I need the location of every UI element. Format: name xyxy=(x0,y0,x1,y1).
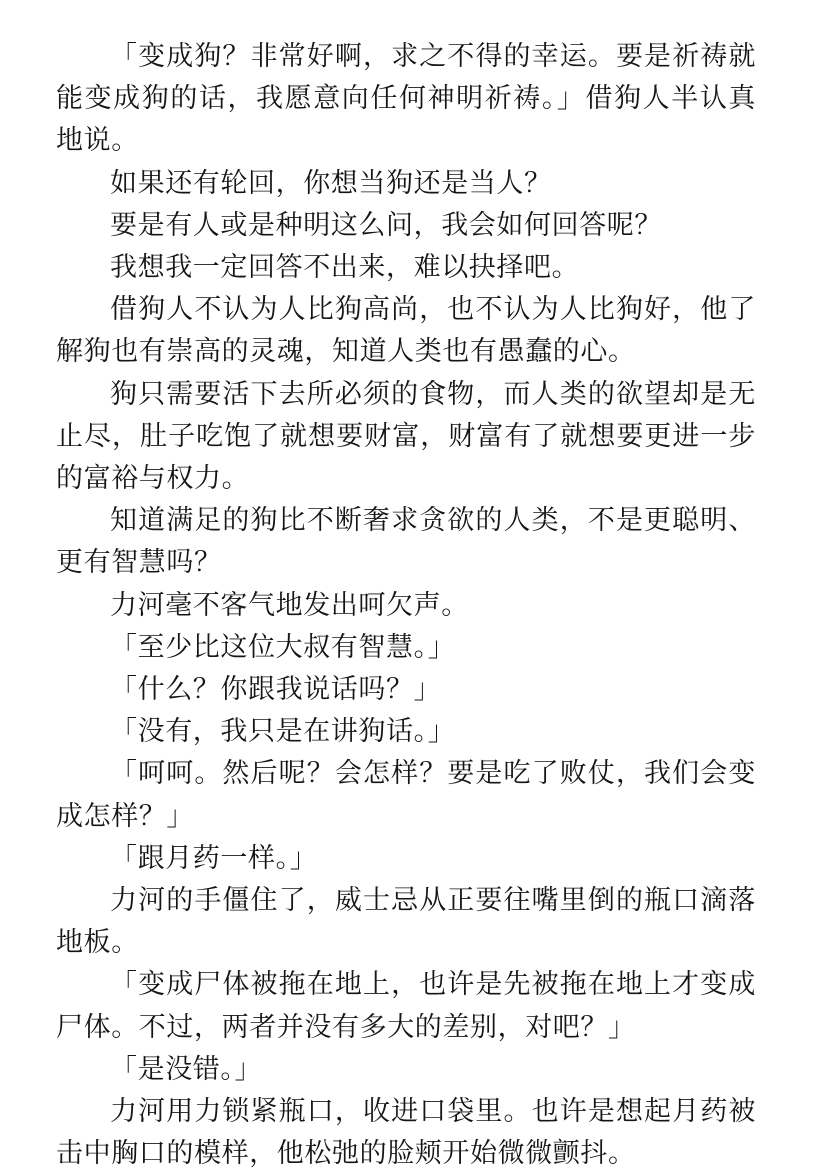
dialogue-line: 「变成尸体被拖在地上，也许是先被拖在地上才变成尸体。不过，两者并没有多大的差别，对吧？」 xyxy=(56,969,756,1043)
paragraph: 狗只需要活下去所必须的食物，而人类的欲望却是无止尽，肚子吃饱了就想要财富，财富有了就想要更进一步的富裕与权力。 xyxy=(56,378,756,495)
dialogue-line: 「没有，我只是在讲狗话。」 xyxy=(110,716,456,748)
paragraph: 知道满足的狗比不断奢求贪欲的人类，不是更聪明、更有智慧吗？ xyxy=(56,505,756,579)
paragraph: 力河毫不客气地发出呵欠声。 xyxy=(110,589,469,621)
paragraph: 借狗人不认为人比狗高尚，也不认为人比狗好，他了解狗也有崇高的灵魂，知道人类也有愚蠢的心。 xyxy=(56,294,756,368)
paragraph: 「变成狗？非常好啊，求之不得的幸运。要是祈祷就能变成狗的话，我愿意向任何神明祈祷。」借狗人半认真地说。 xyxy=(56,41,756,157)
dialogue-line: 「跟月药一样。」 xyxy=(110,842,318,874)
paragraph: 力河的手僵住了，威士忌从正要往嘴里倒的瓶口滴落地板。 xyxy=(56,885,756,959)
body-text xyxy=(56,36,756,1175)
paragraph: 我想我一定回答不出来，难以抉择吧。 xyxy=(110,252,580,284)
paragraph: 如果还有轮回，你想当狗还是当人？ xyxy=(110,167,552,199)
dialogue-line: 「什么？你跟我说话吗？」 xyxy=(110,674,442,706)
paragraph: 要是有人或是种明这么问，我会如何回答呢？ xyxy=(110,209,662,241)
dialogue-line: 「是没错。」 xyxy=(110,1053,263,1085)
paragraph: 力河用力锁紧瓶口，收进口袋里。也许是想起月药被击中胸口的模样，他松弛的脸颊开始微微颤抖。 xyxy=(56,1096,756,1170)
dialogue-line: 「呵呵。然后呢？会怎样？要是吃了败仗，我们会变成怎样？」 xyxy=(56,758,756,832)
dialogue-line: 「至少比这位大叔有智慧。」 xyxy=(110,631,456,663)
